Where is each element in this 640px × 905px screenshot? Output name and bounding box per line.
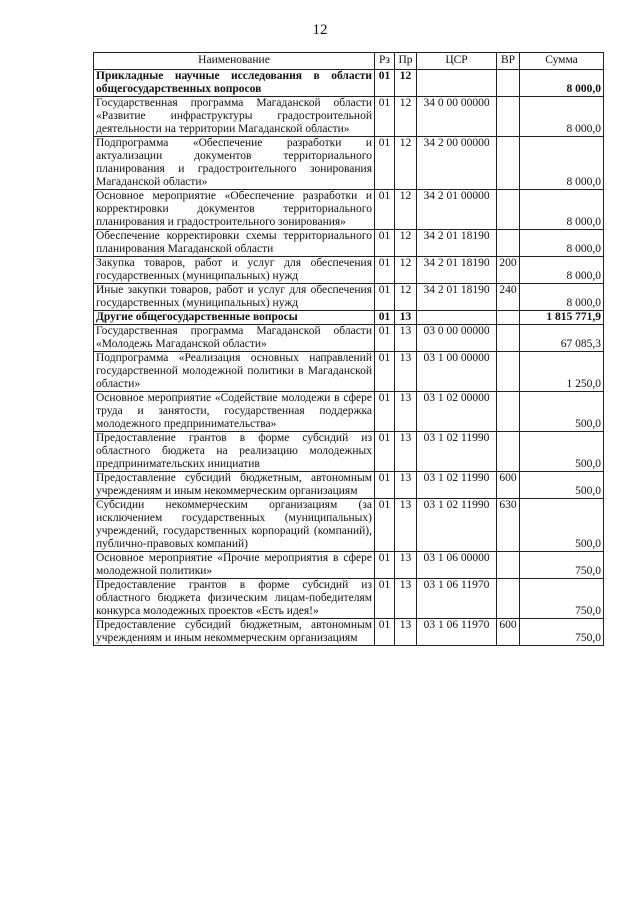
- table-row: [94, 392, 604, 432]
- table-row: [94, 230, 604, 257]
- table-header-row: [94, 53, 604, 70]
- row-csr: 34 0 00 00000: [417, 97, 497, 137]
- row-sum: 8 000,0: [520, 137, 604, 190]
- row-name: Предоставление грантов в форме субсидий из областного бюджета на реализацию молодежных предпринимательских инициатив: [94, 432, 375, 472]
- row-sum: 8 000,0: [520, 257, 604, 284]
- row-rz: 01: [375, 552, 395, 579]
- row-name: Иные закупки товаров, работ и услуг для обеспечения государственных (муниципальных) нужд: [94, 284, 375, 311]
- row-pr: 12: [395, 97, 417, 137]
- row-pr: 13: [395, 311, 417, 325]
- row-sum: 750,0: [520, 619, 604, 646]
- row-name: Предоставление грантов в форме субсидий из областного бюджета физическим лицам-победителям конкурса молодежных проектов «Есть идея!»: [94, 579, 375, 619]
- row-vr: [497, 137, 520, 190]
- table-row: [94, 257, 604, 284]
- row-sum: 500,0: [520, 472, 604, 499]
- row-csr: 03 1 06 11970: [417, 579, 497, 619]
- budget-table: [93, 52, 604, 646]
- row-vr: [497, 352, 520, 392]
- row-sum: 500,0: [520, 432, 604, 472]
- row-sum: 8 000,0: [520, 97, 604, 137]
- row-vr: [497, 70, 520, 97]
- row-rz: 01: [375, 230, 395, 257]
- row-csr: 03 0 00 00000: [417, 325, 497, 352]
- row-csr: [417, 311, 497, 325]
- row-csr: 34 2 01 18190: [417, 230, 497, 257]
- table-row: [94, 432, 604, 472]
- row-name: Государственная программа Магаданской области «Молодежь Магаданской области»: [94, 325, 375, 352]
- row-rz: 01: [375, 284, 395, 311]
- row-rz: 01: [375, 472, 395, 499]
- row-pr: 13: [395, 499, 417, 552]
- row-name: Прикладные научные исследования в области общегосударственных вопросов: [94, 70, 375, 97]
- table-row: [94, 325, 604, 352]
- row-rz: 01: [375, 257, 395, 284]
- row-rz: 01: [375, 137, 395, 190]
- row-rz: 01: [375, 579, 395, 619]
- row-csr: 34 2 00 00000: [417, 137, 497, 190]
- row-sum: 8 000,0: [520, 70, 604, 97]
- table-row: [94, 97, 604, 137]
- row-csr: 03 1 02 11990: [417, 472, 497, 499]
- row-pr: 12: [395, 190, 417, 230]
- row-vr: [497, 230, 520, 257]
- table-row: [94, 619, 604, 646]
- row-name: Обеспечение корректировки схемы территориального планирования Магаданской области: [94, 230, 375, 257]
- row-pr: 12: [395, 137, 417, 190]
- row-rz: 01: [375, 432, 395, 472]
- table-row: [94, 137, 604, 190]
- table-row: [94, 352, 604, 392]
- row-rz: 01: [375, 619, 395, 646]
- row-pr: 12: [395, 230, 417, 257]
- row-pr: 13: [395, 325, 417, 352]
- row-rz: 01: [375, 70, 395, 97]
- row-sum: 500,0: [520, 499, 604, 552]
- header-sum: Сумма: [520, 53, 604, 70]
- row-sum: 8 000,0: [520, 190, 604, 230]
- row-rz: 01: [375, 311, 395, 325]
- row-rz: 01: [375, 392, 395, 432]
- row-csr: 03 1 02 00000: [417, 392, 497, 432]
- row-name: Субсидии некоммерческим организациям (за исключением государственных (муниципальных) учреждений, государственных корпораций (компаний), публично-правовых компаний): [94, 499, 375, 552]
- row-name: Предоставление субсидий бюджетным, автономным учреждениям и иным некоммерческим организациям: [94, 472, 375, 499]
- row-sum: 8 000,0: [520, 230, 604, 257]
- row-vr: 600: [497, 619, 520, 646]
- row-vr: [497, 311, 520, 325]
- row-vr: [497, 190, 520, 230]
- row-pr: 13: [395, 579, 417, 619]
- row-rz: 01: [375, 352, 395, 392]
- row-name: Государственная программа Магаданской области «Развитие инфраструктуры градостроительной деятельности на территории Магаданской области»: [94, 97, 375, 137]
- row-pr: 13: [395, 352, 417, 392]
- row-csr: 03 1 00 00000: [417, 352, 497, 392]
- row-name: Другие общегосударственные вопросы: [94, 311, 375, 325]
- table-row: [94, 499, 604, 552]
- row-vr: [497, 432, 520, 472]
- row-sum: 750,0: [520, 552, 604, 579]
- row-pr: 13: [395, 472, 417, 499]
- row-vr: [497, 579, 520, 619]
- row-csr: 03 1 06 11970: [417, 619, 497, 646]
- row-vr: 600: [497, 472, 520, 499]
- row-vr: 200: [497, 257, 520, 284]
- row-sum: 1 250,0: [520, 352, 604, 392]
- row-csr: 34 2 01 00000: [417, 190, 497, 230]
- row-vr: 240: [497, 284, 520, 311]
- table-row: [94, 579, 604, 619]
- table-row: [94, 190, 604, 230]
- row-pr: 13: [395, 392, 417, 432]
- row-pr: 13: [395, 619, 417, 646]
- row-name: Подпрограмма «Реализация основных направлений государственной молодежной политики в Магаданской области»: [94, 352, 375, 392]
- row-name: Основное мероприятие «Прочие мероприятия в сфере молодежной политики»: [94, 552, 375, 579]
- row-sum: 1 815 771,9: [520, 311, 604, 325]
- row-sum: 8 000,0: [520, 284, 604, 311]
- row-vr: [497, 97, 520, 137]
- row-pr: 13: [395, 432, 417, 472]
- header-vr: ВР: [497, 53, 520, 70]
- table-row: [94, 311, 604, 325]
- row-sum: 750,0: [520, 579, 604, 619]
- table-row: [94, 70, 604, 97]
- header-pr: Пр: [395, 53, 417, 70]
- row-name: Основное мероприятие «Содействие молодежи в сфере труда и занятости, государственная поддержка молодежного предпринимательства»: [94, 392, 375, 432]
- row-rz: 01: [375, 325, 395, 352]
- row-csr: 34 2 01 18190: [417, 284, 497, 311]
- row-vr: 630: [497, 499, 520, 552]
- page-number: 12: [312, 22, 328, 38]
- row-rz: 01: [375, 97, 395, 137]
- row-name: Закупка товаров, работ и услуг для обеспечения государственных (муниципальных) нужд: [94, 257, 375, 284]
- row-csr: 03 1 02 11990: [417, 432, 497, 472]
- header-csr: ЦСР: [417, 53, 497, 70]
- row-pr: 12: [395, 257, 417, 284]
- table-row: [94, 472, 604, 499]
- table-row: [94, 284, 604, 311]
- row-vr: [497, 552, 520, 579]
- row-csr: [417, 70, 497, 97]
- row-rz: 01: [375, 190, 395, 230]
- row-rz: 01: [375, 499, 395, 552]
- table-row: [94, 552, 604, 579]
- row-vr: [497, 325, 520, 352]
- header-name: Наименование: [94, 53, 375, 70]
- row-name: Предоставление субсидий бюджетным, автономным учреждениям и иным некоммерческим организациям: [94, 619, 375, 646]
- row-sum: 500,0: [520, 392, 604, 432]
- row-vr: [497, 392, 520, 432]
- row-csr: 34 2 01 18190: [417, 257, 497, 284]
- row-pr: 12: [395, 284, 417, 311]
- row-sum: 67 085,3: [520, 325, 604, 352]
- row-name: Подпрограмма «Обеспечение разработки и актуализации документов территориального планирования и градостроительного зонирования Магаданской области»: [94, 137, 375, 190]
- row-csr: 03 1 02 11990: [417, 499, 497, 552]
- table-body: [94, 70, 604, 646]
- row-name: Основное мероприятие «Обеспечение разработки и корректировки документов территориального планирования и градостроительного зонирования»: [94, 190, 375, 230]
- header-rz: Рз: [375, 53, 395, 70]
- row-csr: 03 1 06 00000: [417, 552, 497, 579]
- row-pr: 12: [395, 70, 417, 97]
- row-pr: 13: [395, 552, 417, 579]
